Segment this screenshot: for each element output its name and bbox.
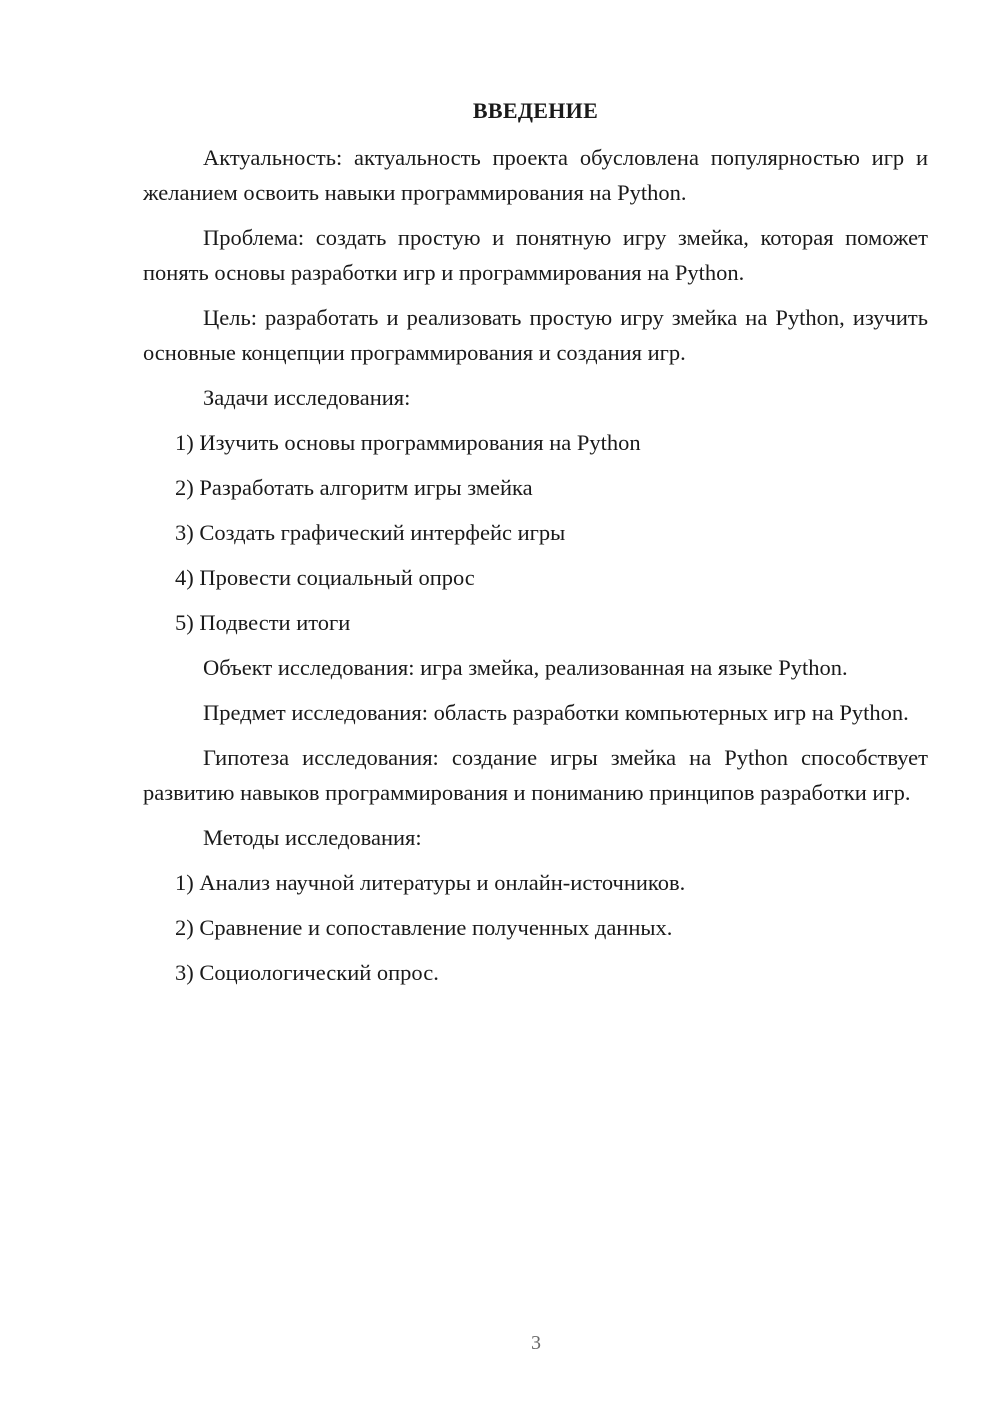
relevance-paragraph: Актуальность: актуальность проекта обусловлена популярностью игр и желанием освоить навыки программирования на Python. [143,145,928,205]
section-heading: ВВЕДЕНИЕ [472,98,599,123]
list-item: 5) Подвести итоги [175,610,351,635]
list-item: 2) Сравнение и сопоставление полученных данных. [175,915,673,940]
list-item: 3) Создать графический интерфейс игры [175,520,566,545]
tasks-list [143,425,928,640]
subject-paragraph: Предмет исследования: область разработки компьютерных игр на Python. [203,700,909,725]
page-number: 3 [531,1332,541,1354]
list-item: 4) Провести социальный опрос [175,565,475,590]
problem-paragraph: Проблема: создать простую и понятную игру змейка, которая поможет понять основы разработки игр и программирования на Python. [143,225,928,285]
object-paragraph: Объект исследования: игра змейка, реализованная на языке Python. [203,655,848,680]
methods-label: Методы исследования: [203,825,422,850]
goal-paragraph: Цель: разработать и реализовать простую игру змейка на Python, изучить основные концепции программирования и создания игр. [143,305,928,365]
list-item: 2) Разработать алгоритм игры змейка [175,475,533,500]
tasks-label: Задачи исследования: [203,385,411,410]
list-item: 1) Изучить основы программирования на Python [175,430,641,455]
list-item: 1) Анализ научной литературы и онлайн-источников. [175,870,686,895]
page-content [143,96,928,1000]
methods-list [143,865,928,990]
list-item: 3) Социологический опрос. [175,960,439,985]
hypothesis-paragraph: Гипотеза исследования: создание игры змейка на Python способствует развитию навыков программирования и пониманию принципов разработки игр. [143,745,928,805]
